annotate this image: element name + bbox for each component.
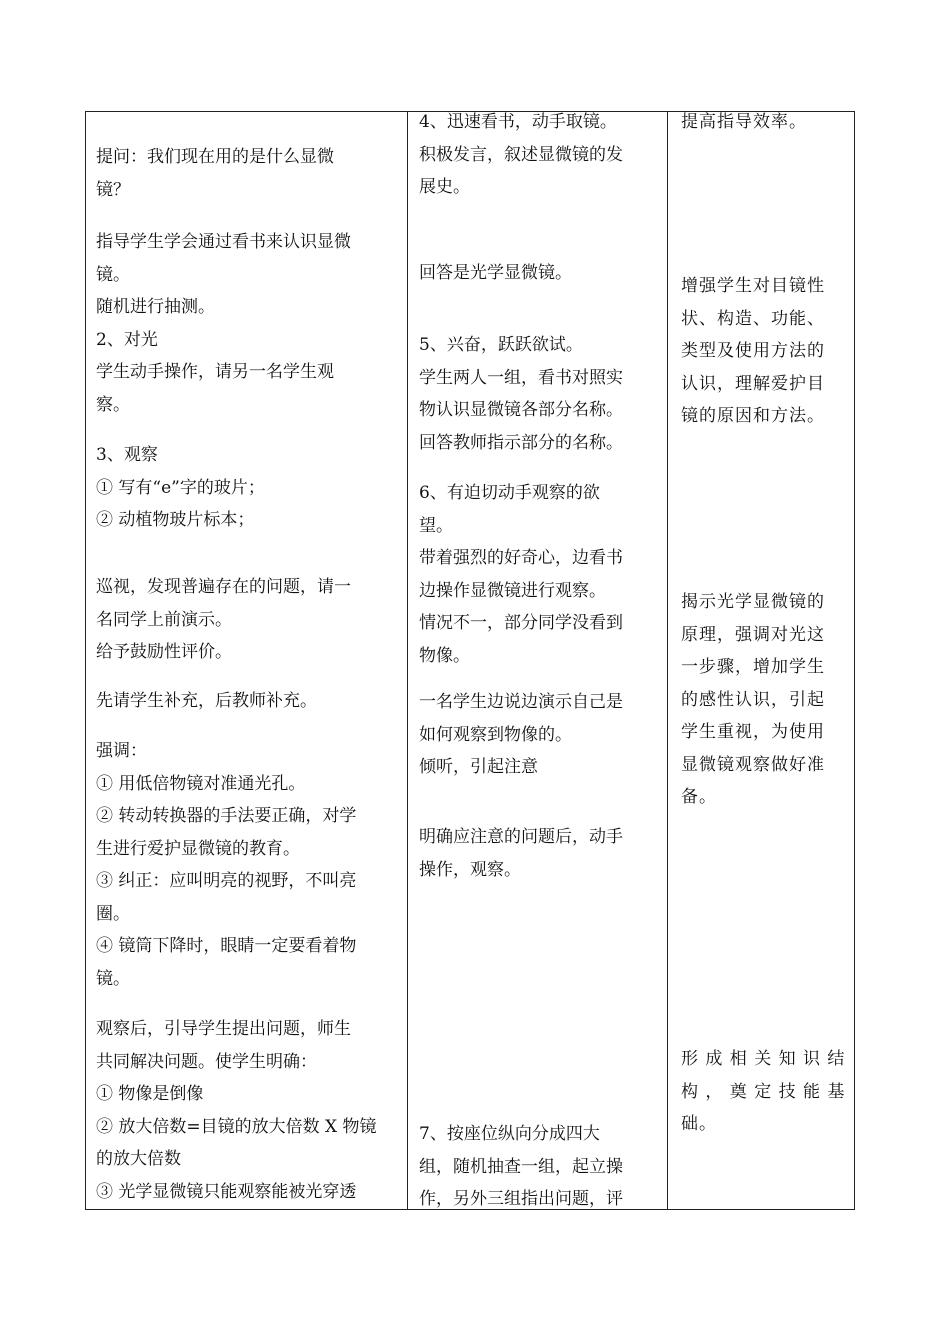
text-line: 2、对光	[96, 329, 158, 350]
text-line: 学生重视，为使用	[681, 722, 825, 742]
text-line: 提高指导效率。	[681, 112, 807, 132]
text-line: 带着强烈的好奇心，边看书	[419, 548, 623, 568]
text-line: 4、迅速看书，动手取镜。	[419, 112, 617, 132]
text-line: ① 写有“e”字的玻片；	[96, 477, 265, 498]
text-line: ① 物像是倒像	[96, 1084, 204, 1104]
text-line: 学生两人一组，看书对照实	[419, 367, 623, 388]
paragraph-principle	[681, 586, 825, 814]
text-line: 的放大倍数	[96, 1149, 181, 1169]
paragraph-emphasis	[96, 735, 356, 995]
text-line: 镜。	[96, 264, 130, 285]
text-line: 镜？	[96, 179, 130, 200]
text-line: 的感性认识，引起	[681, 689, 825, 710]
text-line: 物像。	[419, 645, 470, 666]
paragraph-s5	[419, 329, 623, 459]
text-line: 组，随机抽查一组，起立操	[419, 1156, 623, 1177]
text-line: ② 放大倍数=目镜的放大倍数 X 物镜	[96, 1116, 377, 1137]
text-line: 生进行爱护显微镜的教育。	[96, 838, 300, 859]
text-line: 6、有迫切动手观察的欲	[419, 483, 600, 503]
text-line: 给予鼓励性评价。	[96, 642, 232, 662]
paragraph-question	[96, 141, 334, 206]
text-line: 镜的原因和方法。	[681, 406, 825, 426]
text-line: 一名学生边说边演示自己是	[419, 692, 623, 712]
text-line: 提问：我们现在用的是什么显微	[96, 147, 334, 167]
text-line: 回答是光学显微镜。	[419, 263, 572, 283]
text-line: 回答教师指示部分的名称。	[419, 432, 623, 453]
text-line: 边操作显微镜进行观察。	[419, 580, 606, 601]
student-activity-column	[409, 111, 667, 1210]
text-line: 积极发言，叙述显微镜的发	[419, 144, 623, 165]
text-line: 认识，理解爱护目	[681, 373, 825, 394]
paragraph-after	[96, 1013, 377, 1208]
text-line: 础。	[681, 1114, 717, 1134]
text-line: 共同解决问题。使学生明确：	[96, 1051, 317, 1072]
column-divider-2	[667, 111, 668, 1210]
text-line: 状、构造、功能、	[681, 308, 825, 329]
text-line: ④ 镜筒下降时，眼睛一定要看着物	[96, 936, 357, 956]
text-line: 形 成 相 关 知 识 结	[681, 1049, 846, 1069]
text-line: 观察后，引导学生提出问题，师生	[96, 1019, 351, 1039]
text-line: 备。	[681, 787, 717, 807]
paragraph-efficiency	[681, 111, 807, 139]
text-line: 随机进行抽测。	[96, 297, 215, 317]
text-line: 巡视，发现普遍存在的问题，请一	[96, 577, 351, 597]
text-line: 显微镜观察做好准	[681, 754, 825, 775]
paragraph-s7	[419, 1118, 623, 1210]
paragraph-clear	[419, 821, 623, 886]
text-line: 原理，强调对光这	[681, 624, 825, 645]
text-line: 镜。	[96, 968, 130, 989]
text-line: 察。	[96, 394, 130, 415]
paragraph-eyepiece	[681, 270, 825, 433]
paragraph-answer	[419, 257, 572, 290]
column-divider-1	[407, 111, 408, 1210]
text-line: 如何观察到物像的。	[419, 724, 572, 745]
text-line: 先请学生补充，后教师补充。	[96, 691, 317, 711]
text-line: 圈。	[96, 903, 130, 924]
text-line: 名同学上前演示。	[96, 609, 232, 630]
text-line: 情况不一，部分同学没看到	[419, 613, 623, 633]
text-line: 作，另外三组指出问题，评	[419, 1189, 623, 1209]
teacher-activity-column	[86, 111, 407, 1210]
text-line: 一步骤，增加学生	[681, 657, 825, 677]
text-line: 构 ， 奠 定 技 能 基	[681, 1081, 846, 1102]
paragraph-observe	[96, 439, 265, 537]
text-line: 强调：	[96, 741, 147, 761]
paragraph-patrol	[96, 571, 351, 669]
text-line: ③ 光学显微镜只能观察能被光穿透	[96, 1181, 357, 1202]
paragraph-s4	[419, 111, 623, 204]
text-line: 增强学生对目镜性	[681, 276, 825, 296]
text-line: 望。	[419, 515, 453, 536]
paragraph-structure	[681, 1043, 845, 1141]
text-line: ① 用低倍物镜对准通光孔。	[96, 773, 306, 794]
design-intent-column	[669, 111, 854, 1210]
text-line: 展史。	[419, 177, 470, 197]
paragraph-guide	[96, 226, 351, 421]
text-line: ② 动植物玻片标本；	[96, 510, 255, 530]
text-line: 明确应注意的问题后，动手	[419, 827, 623, 847]
text-line: 3、观察	[96, 445, 158, 465]
text-line: 揭示光学显微镜的	[681, 592, 825, 612]
paragraph-supplement	[96, 685, 317, 718]
text-line: 操作，观察。	[419, 859, 521, 880]
text-line: ② 转动转换器的手法要正确，对学	[96, 806, 357, 826]
text-line: 指导学生学会通过看书来认识显微	[96, 232, 351, 252]
text-line: ③ 纠正：应叫明亮的视野，不叫亮	[96, 871, 357, 891]
paragraph-demo	[419, 686, 623, 784]
text-line: 物认识显微镜各部分名称。	[419, 400, 623, 420]
text-line: 类型及使用方法的	[681, 341, 825, 361]
text-line: 学生动手操作，请另一名学生观	[96, 362, 334, 382]
text-line: 5、兴奋，跃跃欲试。	[419, 335, 583, 355]
text-line: 7、按座位纵向分成四大	[419, 1124, 600, 1144]
paragraph-s6	[419, 477, 623, 672]
text-line: 倾听，引起注意	[419, 757, 538, 777]
